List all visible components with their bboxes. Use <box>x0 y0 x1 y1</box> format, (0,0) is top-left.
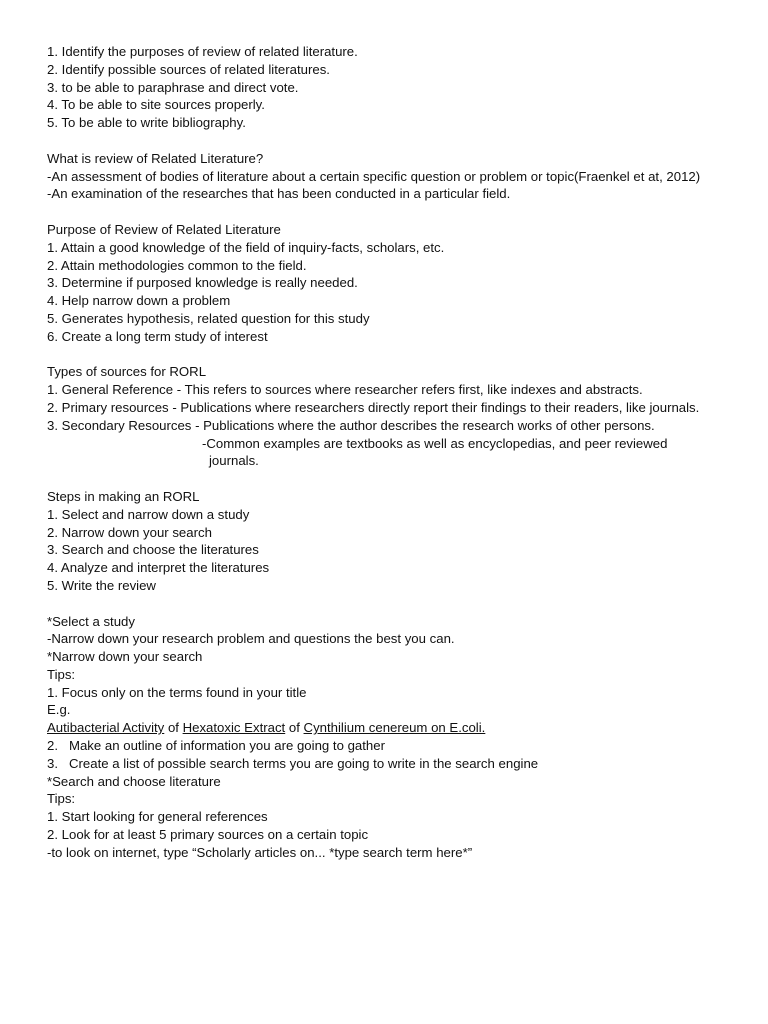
spacer <box>47 132 737 150</box>
step-item: 3. Search and choose the literatures <box>47 542 259 558</box>
tips-label: Tips: <box>47 791 76 807</box>
definition-section <box>47 150 737 203</box>
tips-label: Tips: <box>47 666 76 682</box>
purpose-item: 4. Help narrow down a problem <box>47 293 231 309</box>
section-heading: Purpose of Review of Related Literature <box>47 221 281 237</box>
spacer <box>47 470 737 488</box>
purpose-item: 6. Create a long term study of interest <box>47 328 268 344</box>
search-choose-section <box>47 773 737 862</box>
objective-item: 2. Identify possible sources of related literatures. <box>47 61 330 77</box>
example-title <box>47 719 737 737</box>
example-connector: of <box>285 720 304 736</box>
purpose-item: 5. Generates hypothesis, related question for this study <box>47 310 370 326</box>
tip-item: -to look on internet, type “Scholarly articles on... *type search term here*” <box>47 844 473 860</box>
select-study-section <box>47 613 737 649</box>
step-item: 2. Narrow down your search <box>47 524 212 540</box>
document-body <box>47 43 737 862</box>
example-term: Hexatoxic Extract <box>182 720 286 736</box>
tip-item: 1. Focus only on the terms found in your title <box>47 684 307 700</box>
step-item: 4. Analyze and interpret the literatures <box>47 560 270 576</box>
source-note: journals. <box>209 453 259 469</box>
section-heading: *Narrow down your search <box>47 649 203 665</box>
purpose-section <box>47 221 737 346</box>
tip-item: 2. Make an outline of information you are going to gather <box>47 738 385 754</box>
example-connector: of <box>164 720 183 736</box>
spacer <box>47 203 737 221</box>
narrow-search-section <box>47 648 737 773</box>
section-heading: *Select a study <box>47 613 135 629</box>
spacer <box>47 595 737 613</box>
source-item: 2. Primary resources - Publications where researchers directly report their findings to their readers, like journals. <box>47 399 700 415</box>
purpose-item: 1. Attain a good knowledge of the field of inquiry-facts, scholars, etc. <box>47 239 445 255</box>
steps-section <box>47 488 737 595</box>
definition-item: -An examination of the researches that has been conducted in a particular field. <box>47 186 511 202</box>
objective-item: 5. To be able to write bibliography. <box>47 115 246 131</box>
example-term: Cynthilium cenereum on E.coli. <box>303 720 486 736</box>
tip-item: 3. Create a list of possible search terms you are going to write in the search engine <box>47 755 539 771</box>
section-text: -Narrow down your research problem and questions the best you can. <box>47 631 455 647</box>
objectives-list <box>47 43 737 132</box>
section-heading: What is review of Related Literature? <box>47 150 264 166</box>
purpose-item: 3. Determine if purposed knowledge is really needed. <box>47 275 358 291</box>
step-item: 5. Write the review <box>47 577 156 593</box>
tip-item: 1. Start looking for general references <box>47 809 268 825</box>
example-label: E.g. <box>47 702 71 718</box>
section-heading: Types of sources for RORL <box>47 364 207 380</box>
section-heading: *Search and choose literature <box>47 773 221 789</box>
objective-item: 3. to be able to paraphrase and direct vote. <box>47 79 299 95</box>
objective-item: 4. To be able to site sources properly. <box>47 97 265 113</box>
example-term: Autibacterial Activity <box>47 720 165 736</box>
definition-item: -An assessment of bodies of literature about a certain specific question or problem or topic(Fraenkel et at, 2012) <box>47 168 701 184</box>
sources-section <box>47 363 737 470</box>
tip-item: 2. Look for at least 5 primary sources on a certain topic <box>47 827 369 843</box>
spacer <box>47 346 737 364</box>
purpose-item: 2. Attain methodologies common to the field. <box>47 257 307 273</box>
source-item: 1. General Reference - This refers to sources where researcher refers first, like indexes and abstracts. <box>47 382 643 398</box>
objective-item: 1. Identify the purposes of review of related literature. <box>47 44 358 59</box>
source-note: -Common examples are textbooks as well as encyclopedias, and peer reviewed <box>202 435 668 451</box>
source-item: 3. Secondary Resources - Publications where the author describes the research works of other persons. <box>47 417 655 433</box>
step-item: 1. Select and narrow down a study <box>47 506 250 522</box>
section-heading: Steps in making an RORL <box>47 488 200 504</box>
